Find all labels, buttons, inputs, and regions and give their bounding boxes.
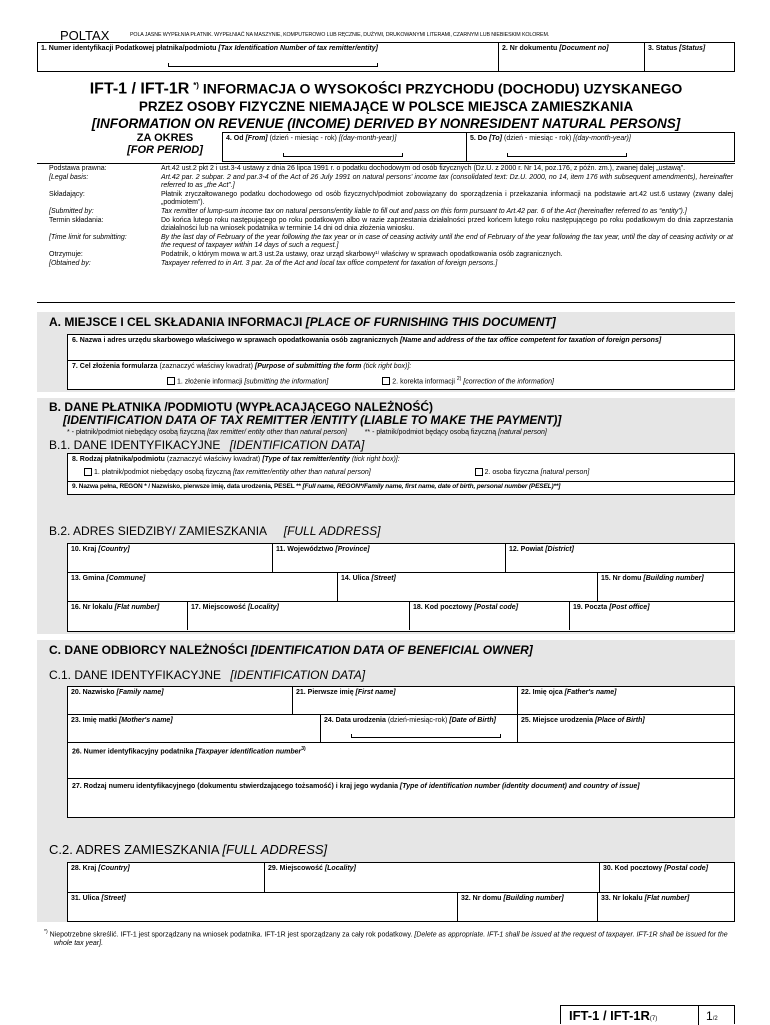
c2-title xyxy=(49,842,327,857)
nip-label-en: [Tax Identification Number of tax remitter/entity] xyxy=(218,45,378,52)
from-hint-en: [(day-month-year)] xyxy=(338,135,397,142)
meta-label: [Obtained by: xyxy=(49,260,91,267)
period-from-field[interactable] xyxy=(223,133,467,161)
meta-text: Art.42 ust.2 pkt 2 i ust.3-4 ustawy z dnia 26 lipca 1991 r. o podatku dochodowym od osób fizycznych (Dz.U. z 2000 r. Nr 14, poz.176, z późn. zm.), zwanej dalej „ustawą”. xyxy=(161,165,686,172)
section-a-title-pl: A. MIEJSCE I CEL SKŁADANIA INFORMACJI xyxy=(49,315,303,329)
meta-text: Płatnik zryczałtowanego podatku dochodowego od osób fizycznych/podmiot zobowiązany do sporządzenia i przekazania informacji na podstawie art.42 ust.6 ustawy (zwany dalej „podmiotem”). xyxy=(161,191,733,206)
f6-label-en: [Name and address of the tax office competent for taxation of foreign persons] xyxy=(399,337,662,344)
meta-row xyxy=(49,260,733,269)
section-c xyxy=(37,640,735,922)
footer-code-text: IFT-1 / IFT-1R xyxy=(569,1008,650,1023)
nip-ticks xyxy=(168,63,378,67)
meta-label: Składający: xyxy=(49,191,85,198)
from-ticks xyxy=(283,153,403,157)
f7-option1-checkbox[interactable] xyxy=(167,377,175,385)
section-c-title xyxy=(49,643,533,657)
f8-label-en: [Type of tax remitter/entity xyxy=(262,456,350,463)
b1-title xyxy=(49,438,364,452)
status-label: 3. Status xyxy=(648,45,678,52)
meta-row xyxy=(49,208,733,217)
f8-label: 8. Rodzaj płatnika/podmiotu xyxy=(72,456,165,463)
field-11[interactable]: 11. Województwo [Province] xyxy=(273,544,506,572)
f8-option1-checkbox[interactable] xyxy=(84,468,92,476)
field-18[interactable]: 18. Kod pocztowy [Postal code] xyxy=(410,602,570,630)
field-29[interactable]: 29. Miejscowość [Locality] xyxy=(265,863,600,892)
meta-block xyxy=(37,163,735,303)
field-15[interactable]: 15. Nr domu [Building number] xyxy=(601,575,704,582)
b2-title-pl: B.2. ADRES SIEDZIBY/ ZAMIESZKANIA xyxy=(49,524,267,538)
f9-label: 9. Nazwa pełna, REGON * / Nazwisko, pierwsze imię, data urodzenia, PESEL ** xyxy=(72,483,301,490)
field-16[interactable]: 16. Nr lokalu [Flat number] xyxy=(68,602,188,630)
b1-title-pl: B.1. DANE IDENTYFIKACYJNE xyxy=(49,438,221,452)
meta-text: Podatnik, o którym mowa w art.3 ust.2a ustawy, oraz urząd skarbowy¹⁾ właściwy w sprawach opodatkowania osób zagranicznych. xyxy=(161,251,563,258)
note1-en: [tax remitter/ entity other than natural person] xyxy=(207,429,347,436)
field-8 xyxy=(68,454,734,482)
f7-option2-checkbox[interactable] xyxy=(382,377,390,385)
footer-page-num: 1 xyxy=(706,1009,713,1023)
form-title xyxy=(37,77,735,132)
field-14[interactable]: 14. Ulica [Street] xyxy=(338,573,598,601)
field-24[interactable]: 24. Data urodzenia (dzień-miesiąc-rok) [Date of Birth] xyxy=(321,715,518,742)
b2-title-en: [FULL ADDRESS] xyxy=(283,524,381,538)
period-to-field[interactable] xyxy=(467,133,734,161)
footnote-mark: *) xyxy=(44,929,48,935)
period-label-pl: ZA OKRES xyxy=(136,132,194,144)
f7-option1-label: 1. złożenie informacji xyxy=(177,378,243,386)
doc-no-label: 2. Nr dokumentu xyxy=(502,45,558,52)
nip-field[interactable] xyxy=(38,43,499,71)
to-label-en: [To] xyxy=(489,135,503,142)
footnote xyxy=(40,928,730,948)
section-b xyxy=(37,398,735,634)
field-13[interactable]: 13. Gmina [Commune] xyxy=(68,573,338,601)
to-label: 5. Do xyxy=(470,135,488,142)
dob-ticks xyxy=(351,734,501,738)
to-hint-en: [(day-month-year)] xyxy=(573,135,631,142)
footer-code xyxy=(569,1008,657,1023)
f8-option2-label-en: [natural person] xyxy=(540,468,590,476)
meta-row xyxy=(49,251,733,260)
section-a-title-en: [PLACE OF FURNISHING THIS DOCUMENT] xyxy=(305,315,556,329)
c2-title-en: [FULL ADDRESS] xyxy=(222,842,328,857)
meta-text: Tax remitter of lump-sum income tax on natural persons/entity liable to fill out and pass on this form pursuant to Art.42 par. 6 of the Act (hereinafter referred to as “entity”).] xyxy=(161,208,687,215)
f7-option1-label-en: [submitting the information] xyxy=(244,378,329,386)
field-28[interactable]: 28. Kraj [Country] xyxy=(68,863,265,892)
nip-label: 1. Numer identyfikacji Podatkowej płatnika/podmiotu xyxy=(41,45,217,52)
field-32[interactable]: 32. Nr domu [Building number] xyxy=(458,893,598,921)
field-10[interactable]: 10. Kraj [Country] xyxy=(68,544,273,572)
field-25[interactable]: 25. Miejsce urodzenia [Place of Birth] xyxy=(521,717,645,724)
period-label-en: [FOR PERIOD] xyxy=(127,144,203,156)
f7-option2-label-en: [correction of the information] xyxy=(463,378,554,386)
section-a xyxy=(37,312,735,392)
meta-text: Art.42 par. 2 subpar. 2 and par.3-4 of the Act of 26 July 1991 on natural persons' income tax (consolidated text: Dz.U. 2000, no 14, item 176 with subsequent amendments), hereinafter referred to as „the Act”.] xyxy=(161,174,733,189)
meta-row xyxy=(49,217,733,234)
f7-option2-label: 2. korekta informacji xyxy=(392,378,455,386)
section-c-title-pl: C. DANE ODBIORCY NALEŻNOŚCI xyxy=(49,643,248,657)
b1-title-en: [IDENTIFICATION DATA] xyxy=(229,438,365,452)
field-23[interactable]: 23. Imię matki [Mother's name] xyxy=(68,715,321,742)
f6-label: 6. Nazwa i adres urzędu skarbowego właściwego w sprawach opodatkowania osób zagranicznych xyxy=(72,337,398,344)
field-33[interactable]: 33. Nr lokalu [Flat number] xyxy=(601,895,690,902)
field-6[interactable] xyxy=(68,335,734,361)
f8-option1-label: 1. płatnik/podmiot niebędący osobą fizyczną xyxy=(94,468,231,476)
from-label: 4. Od xyxy=(226,135,244,142)
f8-option1-label-en: [tax remitter/entity other than natural person] xyxy=(232,468,371,476)
meta-text: By the last day of February of the year following the tax year or in case of ceasing activity until the end of February of the year following the tax year, until the day of ceasing activity or at the request of taxpayer within 14 days of such a request.] xyxy=(161,234,733,249)
meta-row xyxy=(49,191,733,208)
field-20[interactable]: 20. Nazwisko [Family name] xyxy=(68,687,293,714)
period-fields xyxy=(222,132,735,162)
meta-text: Do końca lutego roku następującego po roku podatkowym albo w razie zaprzestania działalności przed końcem lutego roku następującego po roku podatkowym do dnia zaprzestania działalności lub na wniosek podatnika w terminie 14 dni od dnia złożenia wniosku. xyxy=(161,217,733,232)
meta-label: [Legal basis: xyxy=(49,174,89,181)
note1: * - płatnik/podmiot niebędący osobą fizyczną xyxy=(67,429,206,436)
field-19[interactable]: 19. Poczta [Post office] xyxy=(573,604,650,611)
f7-hint: (zaznaczyć właściwy kwadrat) xyxy=(159,363,253,370)
status-field[interactable] xyxy=(645,43,734,71)
meta-label: [Time limit for submitting: xyxy=(49,234,127,241)
field-9[interactable] xyxy=(68,482,734,494)
meta-text: Taxpayer referred to in Art. 3 par. 2a of the Act and local tax office competent for taxation of foreign persons.] xyxy=(161,260,498,267)
meta-row xyxy=(49,174,733,191)
meta-label: Podstawa prawna: xyxy=(49,165,107,172)
doc-no-field[interactable] xyxy=(499,43,645,71)
from-hint: (dzień - miesiąc - rok) xyxy=(269,135,337,142)
footnote-text-en: [Delete as appropriate. IFT-1 shall be issued at the request of taxpayer. IFT-1R shall be issued for the whole tax year]. xyxy=(54,931,728,948)
c1-title xyxy=(49,668,365,682)
c2-title-pl: C.2. ADRES ZAMIESZKANIA xyxy=(49,842,219,857)
field-22[interactable]: 22. Imię ojca [Father's name] xyxy=(521,689,617,696)
status-label-en: [Status] xyxy=(679,45,706,52)
field-21[interactable]: 21. Pierwsze imię [First name] xyxy=(293,687,518,714)
title-line1: INFORMACJA O WYSOKOŚCI PRZYCHODU (DOCHODU) UZYSKANEGO xyxy=(202,80,683,97)
meta-label: Termin składania: xyxy=(49,217,104,224)
header-fields xyxy=(37,42,735,72)
field-26[interactable]: 26. Numer identyfikacyjny podatnika [Taxpayer identification number$^{3)}$ xyxy=(68,743,734,779)
title-line3: [INFORMATION ON REVENUE (INCOME) DERIVED BY NONRESIDENT NATURAL PERSONS] xyxy=(91,115,681,131)
brand: POLTAX xyxy=(60,28,110,43)
f7-option2-sup: 2) xyxy=(456,376,462,382)
footer-version: (7) xyxy=(649,1016,658,1022)
form-code-sup: *) xyxy=(193,81,199,90)
field-31[interactable]: 31. Ulica [Street] xyxy=(68,893,458,921)
section-b-title-pl: B. DANE PŁATNIKA /PODMIOTU (WYPŁACAJĄCEGO NALEŻNOŚĆ) xyxy=(49,400,433,414)
f8-hint-en: (tick right box)]: xyxy=(351,456,400,463)
f7-hint-en: (tick right box)]: xyxy=(363,363,412,370)
title-line2: PRZEZ OSOBY FIZYCZNE NIEMAJĄCE W POLSCE MIEJSCA ZAMIESZKANIA xyxy=(138,98,634,114)
field-7 xyxy=(68,361,734,389)
period-label xyxy=(110,132,220,156)
footer-page-total: /2 xyxy=(712,1016,718,1022)
f8-option2-checkbox[interactable] xyxy=(475,468,483,476)
c1-title-en: [IDENTIFICATION DATA] xyxy=(230,668,366,682)
footer-page xyxy=(706,1009,718,1023)
f7-label-en: [Purpose of submitting the form xyxy=(254,363,362,370)
meta-label: [Submitted by: xyxy=(49,208,94,215)
section-a-title xyxy=(49,315,556,329)
section-c-title-en: [IDENTIFICATION DATA OF BENEFICIAL OWNER] xyxy=(250,643,533,657)
f9-label-en: [Full name, REGON*/Family name, first name, date of birth, personal number (PESEL)**] xyxy=(302,483,561,490)
field-27[interactable]: 27. Rodzaj numeru identyfikacyjnego (dokumentu stwierdzającego tożsamość) i kraj jego wydania [Type of identification number (identity document) and country of issue] xyxy=(72,783,640,790)
to-ticks xyxy=(507,153,627,157)
meta-label: Otrzymuje: xyxy=(49,251,83,258)
footnote-text: Niepotrzebne skreślić. IFT-1 jest sporządzany na wniosek podatnika. IFT-1R jest sporządzany za cały rok podatkowy. xyxy=(49,931,413,939)
field-30[interactable]: 30. Kod pocztowy [Postal code] xyxy=(603,865,709,872)
to-hint: (dzień - miesiąc - rok) xyxy=(504,135,572,142)
note2-en: [natural person] xyxy=(498,429,547,436)
section-b-notes xyxy=(67,429,547,436)
fill-instruction: POLA JASNE WYPEŁNIA PŁATNIK. WYPEŁNIAĆ NA MASZYNIE, KOMPUTEROWO LUB RĘCZNIE, DUŻYMI, DRUKOWANYMI LITERAMI, CZARNYM LUB NIEBIESKIM KOLOREM. xyxy=(130,32,550,38)
from-label-en: [From] xyxy=(245,135,268,142)
f7-label: 7. Cel złożenia formularza xyxy=(72,363,158,370)
meta-row xyxy=(49,165,733,174)
section-b-title-en: [IDENTIFICATION DATA OF TAX REMITTER /ENTITY (LIABLE TO MAKE THE PAYMENT)] xyxy=(63,413,562,427)
field-17[interactable]: 17. Miejscowość [Locality] xyxy=(188,602,410,630)
doc-no-label-en: [Document no] xyxy=(559,45,609,52)
f8-hint: (zaznaczyć właściwy kwadrat) xyxy=(166,456,261,463)
footer-box xyxy=(560,1005,735,1024)
form-code: IFT-1 / IFT-1R xyxy=(89,80,190,98)
section-b-title xyxy=(49,401,561,427)
b2-title xyxy=(49,524,380,538)
meta-row xyxy=(49,234,733,251)
field-12[interactable]: 12. Powiat [District] xyxy=(509,546,574,553)
c1-title-pl: C.1. DANE IDENTYFIKACYJNE xyxy=(49,668,222,682)
note2: ** - płatnik/podmiot będący osobą fizyczną xyxy=(364,429,497,436)
f8-option2-label: 2. osoba fizyczna xyxy=(484,468,539,476)
